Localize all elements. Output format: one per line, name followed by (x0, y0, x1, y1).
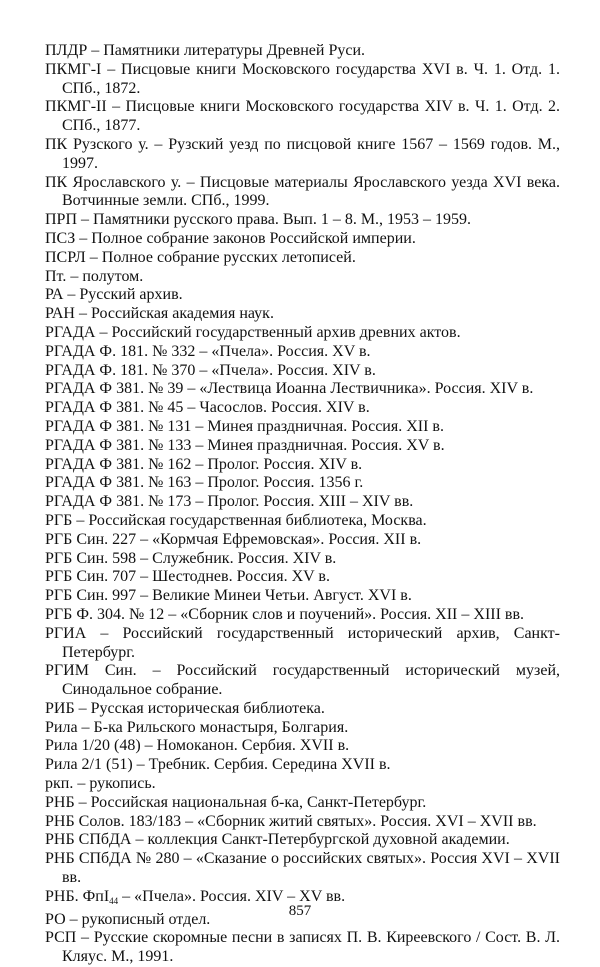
definition: – Русские скоромные песни в записях П. В. Киреевского / Сост. В. Л. Кляус. М., 1991. (62, 929, 560, 966)
abbreviation: РНБ СПбДА № 280 (45, 850, 180, 868)
list-item (45, 268, 560, 287)
abbreviation: РГБ Син. 997 (45, 587, 137, 605)
abbreviation: ПК Рузского у. (45, 135, 149, 153)
definition: – Пролог. Россия. 1356 г. (191, 474, 364, 492)
abbreviation: РГИМ Син. (45, 662, 137, 680)
list-item (45, 606, 560, 625)
abbreviation: РГАДА Ф 381. № 45 (45, 399, 184, 417)
list-item (45, 831, 560, 850)
abbreviation: ПСРЛ (45, 248, 86, 266)
definition: – Пролог. Россия. XIII – XIV вв. (191, 493, 414, 511)
definition: – Полное собрание русских летописей. (85, 248, 356, 266)
abbreviation: Пт. (45, 267, 67, 285)
definition: – Минея праздничная. Россия. XV в. (191, 436, 445, 454)
abbreviation: РА (45, 286, 64, 304)
list-item (45, 737, 560, 756)
definition: – Минея праздничная. Россия. XII в. (191, 417, 444, 435)
abbreviation: Рила 2/1 (51) (45, 756, 133, 774)
list-item (45, 474, 560, 493)
definition: – рукопись. (73, 775, 156, 793)
definition: – Российский государственный архив древних актов. (95, 323, 461, 341)
abbreviation: РГБ Син. 598 (45, 549, 137, 567)
definition: – Требник. Сербия. Середина XVII в. (132, 756, 391, 774)
abbreviation: РГАДА Ф 381. № 173 (45, 493, 192, 511)
list-item (45, 550, 560, 569)
list-item (45, 380, 560, 399)
list-item (45, 437, 560, 456)
list-item (45, 174, 560, 212)
abbreviation: РГБ Син. 707 (45, 568, 137, 586)
list-item (45, 418, 560, 437)
list-item (45, 362, 560, 381)
definition: – Великие Минеи Четьи. Август. XVI в. (136, 587, 412, 605)
definition: – Русский архив. (63, 286, 183, 304)
definition: – Российская государственная библиотека, Москва. (72, 511, 427, 529)
list-item (45, 700, 560, 719)
abbreviation: ПКМГ-I (45, 60, 102, 78)
list-item (45, 587, 560, 606)
list-item (45, 211, 560, 230)
list-item (45, 456, 560, 475)
abbreviation: РНБ (45, 793, 75, 811)
abbreviation: РНБ Солов. 183/183 (45, 812, 182, 830)
list-item (45, 813, 560, 832)
definition: – «Сборник слов и поучений». Россия. XII – XIII вв. (164, 605, 525, 623)
definition: – Российская академия наук. (74, 305, 274, 323)
abbreviation: ркп. (45, 775, 74, 793)
list-item (45, 493, 560, 512)
list-item (45, 756, 560, 775)
abbreviation: РАН (45, 305, 75, 323)
definition: – Писцовые материалы Ярославского уезда XVI века. Вотчинные земли. СПб., 1999. (62, 173, 560, 210)
definition: – «Кормчая Ефремовская». Россия. XII в. (136, 530, 422, 548)
list-item (45, 512, 560, 531)
list-item (45, 286, 560, 305)
definition: – коллекция Санкт-Петербургской духовной академии. (131, 831, 510, 849)
definition: – рукописный отдел. (65, 910, 211, 928)
definition: – Часослов. Россия. XIV в. (183, 399, 370, 417)
list-item (45, 61, 560, 99)
definition: – Российский государственный исторический архив, Санкт-Петербург. (62, 624, 560, 661)
abbreviation: ПРП (45, 211, 78, 229)
abbreviation: РГАДА Ф 381. № 162 (45, 455, 192, 473)
abbreviation: РГБ Ф. 304. № 12 (45, 605, 165, 623)
definition: – полутом. (66, 267, 144, 285)
definition: – Номоканон. Сербия. XVII в. (140, 737, 350, 755)
abbreviation: РГАДА (45, 323, 96, 341)
abbreviation: РО (45, 910, 66, 928)
definition: – Памятники литературы Древней Руси. (87, 42, 366, 59)
definition: – Российская национальная б-ка, Санкт-Петербург. (74, 793, 427, 811)
abbreviation: РСП (45, 929, 77, 947)
abbreviation: Рила 1/20 (48) (45, 737, 141, 755)
list-item (45, 625, 560, 663)
definition: – «Пчела». Россия. XIV в. (195, 361, 376, 379)
abbreviation: Рила (45, 718, 78, 736)
definition: – Полное собрание законов Российской империи. (75, 229, 416, 247)
abbreviation: РГАДА Ф. 181. № 370 (45, 361, 196, 379)
definition: – Б-ка Рильского монастыря, Болгария. (77, 718, 349, 736)
page-number: 857 (288, 903, 312, 919)
abbreviation: ПКМГ-II (45, 98, 107, 116)
abbreviation: ПК Ярославского у. (45, 173, 182, 191)
list-item (45, 719, 560, 738)
definition: – «Лествица Иоанна Лествичника». Россия. XIV в. (183, 380, 534, 398)
definition: – Памятники русского права. Вып. 1 – 8. М., 1953 – 1959. (77, 211, 472, 229)
definition: – Шестоднев. Россия. XV в. (136, 568, 330, 586)
definition: – «Пчела». Россия. XV в. (195, 342, 371, 360)
abbreviation: РГБ (45, 511, 73, 529)
abbreviation: РНБ СПбДА (45, 831, 132, 849)
abbreviation: РГАДА Ф 381. № 131 (45, 417, 192, 435)
abbreviation-list (45, 42, 560, 967)
abbreviation: ПЛДР (45, 42, 88, 59)
definition: – Пролог. Россия. XIV в. (191, 455, 363, 473)
definition: – Российский государственный исторический музей, Синодальное собрание. (62, 662, 561, 699)
list-item (45, 399, 560, 418)
abbreviation: РИБ (45, 699, 75, 717)
list-item (45, 794, 560, 813)
definition: – «Сказание о российских святых». Россия XVI – XVII вв. (62, 850, 560, 887)
list-item (45, 42, 560, 61)
definition: – Рузский уезд по писцовой книге 1567 – 1569 годов. М., 1997. (62, 135, 561, 172)
definition: – Русская историческая библиотека. (74, 699, 325, 717)
abbreviation: РГАДА Ф. 181. № 332 (45, 342, 196, 360)
list-item (45, 249, 560, 268)
definition: – «Сборник житий святых». Россия. XVI – XVII вв. (181, 812, 537, 830)
subscript-number: 44 (109, 895, 119, 906)
list-item (45, 662, 560, 700)
list-item (45, 850, 560, 888)
definition: – Писцовые книги Московского государства XIV в. Ч. 1. Отд. 2. СПб., 1877. (62, 98, 560, 135)
list-item (45, 531, 560, 550)
definition: – Служебник. Россия. XIV в. (136, 549, 337, 567)
abbreviation: ПСЗ (45, 229, 76, 247)
abbreviation: РГБ Син. 227 (45, 530, 137, 548)
list-item (45, 98, 560, 136)
definition: – «Пчела». Россия. XIV – XV вв. (118, 887, 346, 905)
abbreviation: РГИА (45, 624, 87, 642)
list-item (45, 929, 560, 967)
list-item (45, 230, 560, 249)
abbreviation: РНБ. ФпI (45, 887, 110, 905)
abbreviation: РГАДА Ф 381. № 133 (45, 436, 192, 454)
list-item (45, 305, 560, 324)
list-item (45, 775, 560, 794)
list-item (45, 136, 560, 174)
list-item (45, 568, 560, 587)
abbreviation: РГАДА Ф 381. № 39 (45, 380, 184, 398)
list-item (45, 324, 560, 343)
abbreviation: РГАДА Ф 381. № 163 (45, 474, 192, 492)
definition: – Писцовые книги Московского государства XVI в. Ч. 1. Отд. 1. СПб., 1872. (62, 60, 560, 97)
list-item (45, 343, 560, 362)
